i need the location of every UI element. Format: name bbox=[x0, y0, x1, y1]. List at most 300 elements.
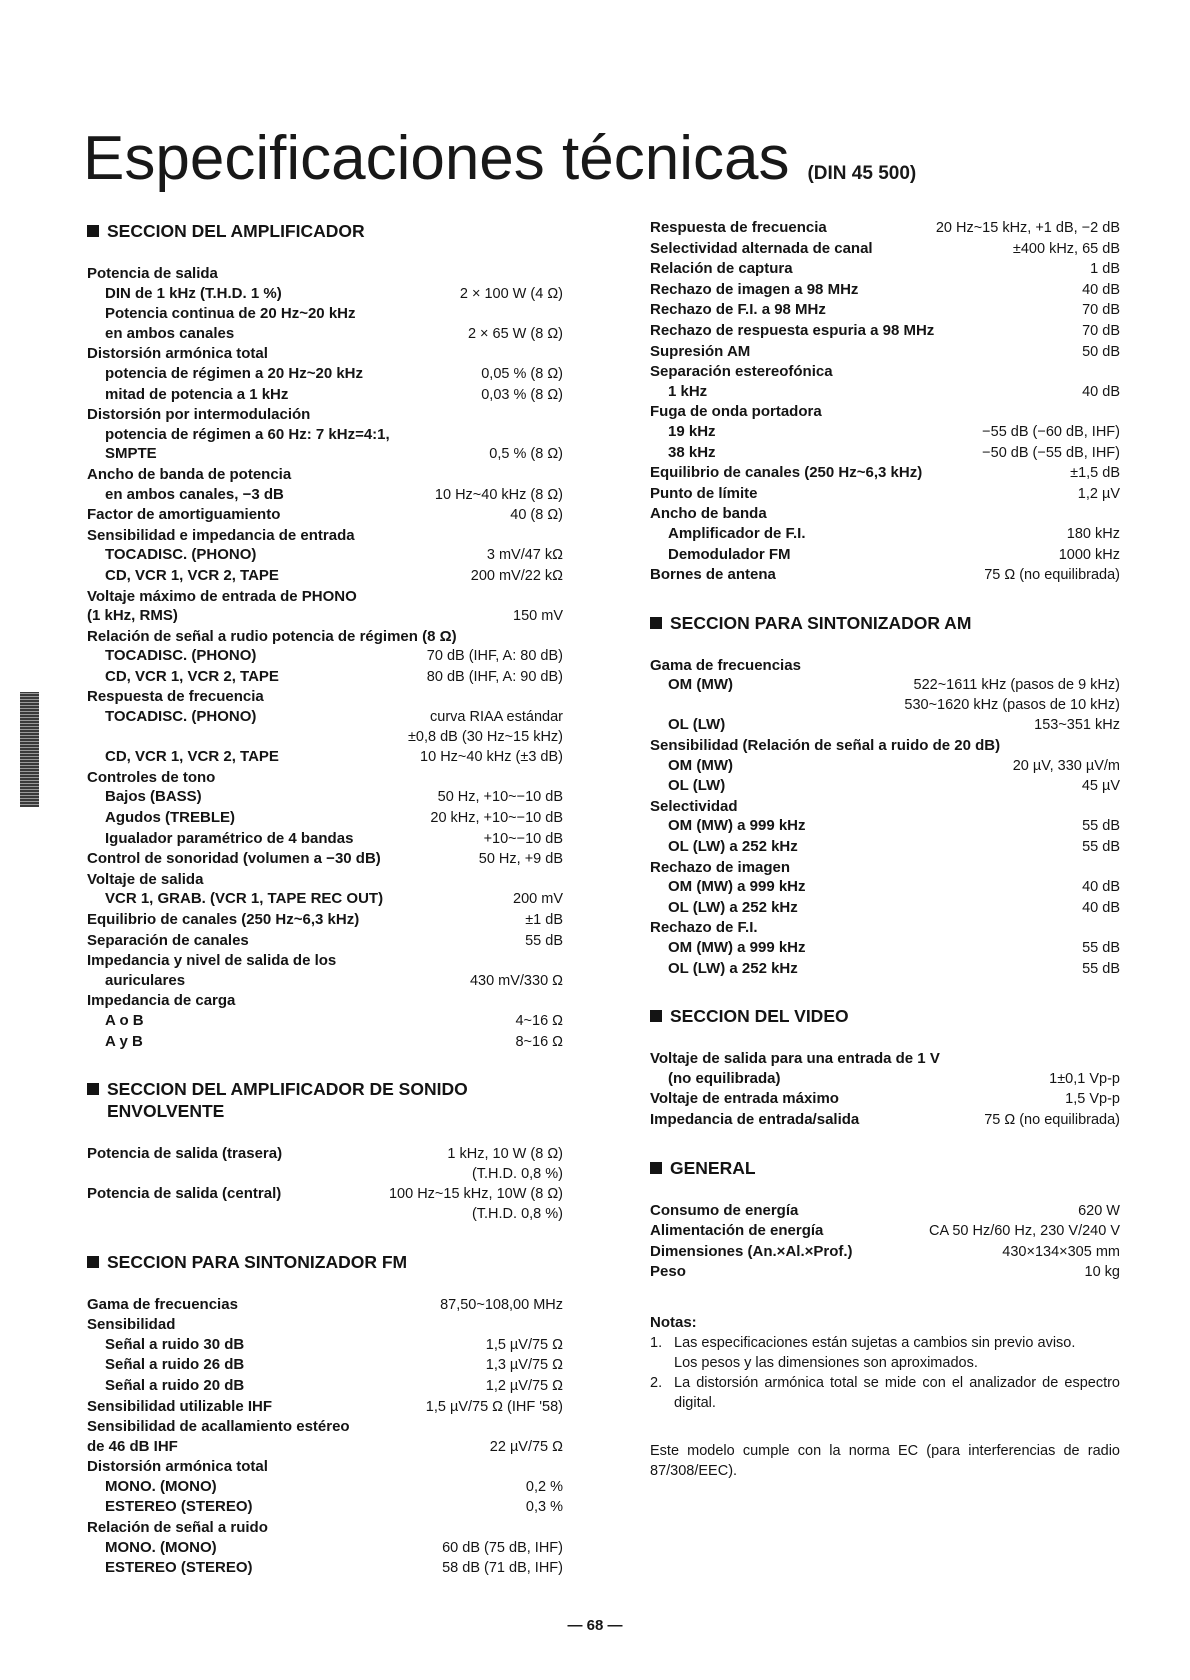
spec-label: OM (MW) bbox=[668, 756, 733, 774]
note-item bbox=[650, 1373, 1120, 1413]
note-subtext: Los pesos y las dimensiones son aproximados. bbox=[674, 1354, 978, 1371]
spec-value: 522~1611 kHz (pasos de 9 kHz) bbox=[913, 677, 1120, 694]
spec-row bbox=[87, 1184, 563, 1205]
spec-value: (T.H.D. 0,8 %) bbox=[471, 1165, 563, 1182]
spec-label: (no equilibrada) bbox=[668, 1069, 781, 1087]
section-title-text: SECCION DEL AMPLIFICADOR bbox=[107, 221, 365, 241]
spec-row bbox=[87, 1558, 563, 1579]
spec-value: 70 dB bbox=[1082, 302, 1120, 319]
spec-label: OL (LW) bbox=[668, 777, 726, 795]
spec-section-seccion-para-sintonizador-am bbox=[650, 612, 1120, 980]
spec-label: MONO. (MONO) bbox=[105, 1538, 217, 1556]
spec-value: 1,2 µV/75 Ω bbox=[485, 1377, 563, 1394]
spec-row bbox=[650, 402, 1120, 422]
spec-row bbox=[87, 829, 563, 850]
spec-label: OL (LW) a 252 kHz bbox=[668, 838, 798, 856]
spec-row bbox=[87, 505, 563, 526]
spec-row bbox=[87, 1011, 563, 1032]
spec-label: potencia de régimen a 20 Hz~20 kHz bbox=[105, 364, 364, 382]
spec-value: 10 Hz~40 kHz (8 Ω) bbox=[434, 486, 563, 503]
spec-row bbox=[87, 971, 563, 992]
spec-label: Rechazo de respuesta espuria a 98 MHz bbox=[650, 321, 935, 339]
spec-row bbox=[650, 321, 1120, 342]
spec-value: 70 dB (IHF, A: 80 dB) bbox=[426, 648, 563, 665]
spec-row bbox=[87, 1335, 563, 1356]
spec-label: OL (LW) bbox=[668, 716, 726, 734]
spec-row bbox=[87, 1518, 563, 1538]
spec-value: 50 Hz, +9 dB bbox=[478, 851, 563, 868]
spec-value: 60 dB (75 dB, IHF) bbox=[442, 1539, 563, 1556]
spec-label: Señal a ruido 20 dB bbox=[105, 1376, 245, 1394]
spec-row bbox=[87, 1538, 563, 1559]
spec-row bbox=[87, 910, 563, 931]
spec-label: OM (MW) a 999 kHz bbox=[668, 878, 806, 896]
spec-row bbox=[650, 816, 1120, 837]
spec-row bbox=[650, 776, 1120, 797]
spec-value: 55 dB bbox=[1082, 940, 1120, 956]
spec-label: Fuga de onda portadora bbox=[650, 403, 822, 421]
spec-value: 10 kg bbox=[1084, 1264, 1120, 1281]
spec-value: CA 50 Hz/60 Hz, 230 V/240 V bbox=[928, 1223, 1120, 1240]
spec-row bbox=[87, 1376, 563, 1397]
spec-label: Consumo de energía bbox=[650, 1201, 799, 1219]
spec-row bbox=[650, 675, 1120, 696]
spec-value: 75 Ω (no equilibrada) bbox=[984, 567, 1120, 584]
spec-row bbox=[650, 1049, 1120, 1069]
spec-value: 1,2 µV bbox=[1077, 485, 1120, 502]
spec-label: SMPTE bbox=[105, 445, 157, 463]
spec-label: Señal a ruido 26 dB bbox=[105, 1356, 245, 1374]
spec-label: Demodulador FM bbox=[668, 545, 791, 563]
spec-label: Separación de canales bbox=[87, 931, 249, 949]
spec-value: 2 × 65 W (8 Ω) bbox=[467, 325, 563, 342]
spec-row bbox=[87, 646, 563, 667]
spec-value: 153~351 kHz bbox=[1034, 717, 1120, 734]
spec-row bbox=[87, 1417, 563, 1437]
spec-row bbox=[650, 342, 1120, 363]
spec-row bbox=[87, 1437, 563, 1458]
spec-value: 70 dB bbox=[1082, 322, 1120, 339]
spec-row bbox=[87, 364, 563, 385]
spec-label: Distorsión por intermodulación bbox=[87, 406, 311, 424]
spec-label: 19 kHz bbox=[668, 422, 716, 440]
spec-row bbox=[87, 1477, 563, 1498]
spec-row bbox=[87, 707, 563, 728]
spec-row bbox=[650, 484, 1120, 505]
section-bullet-icon bbox=[87, 1256, 99, 1268]
spec-row bbox=[87, 951, 563, 971]
section-title bbox=[650, 1157, 1120, 1179]
spec-label: Amplificador de F.I. bbox=[668, 524, 806, 542]
spec-label: Gama de frecuencias bbox=[650, 656, 801, 674]
spec-label: Factor de amortiguamiento bbox=[87, 506, 281, 524]
spec-label: CD, VCR 1, VCR 2, TAPE bbox=[105, 566, 279, 584]
spec-value: −55 dB (−60 dB, IHF) bbox=[982, 423, 1120, 440]
spec-row bbox=[87, 1205, 563, 1225]
spec-value: 0,05 % (8 Ω) bbox=[481, 365, 563, 382]
spec-value: 3 mV/47 kΩ bbox=[486, 547, 563, 564]
spec-label: CD, VCR 1, VCR 2, TAPE bbox=[105, 667, 279, 685]
spec-label: Bornes de antena bbox=[650, 566, 776, 584]
notes-title: Notas: bbox=[650, 1313, 697, 1331]
section-title-text: SECCION DEL AMPLIFICADOR DE SONIDO ENVOLVENTE bbox=[107, 1079, 468, 1122]
spec-row bbox=[87, 405, 563, 425]
spec-value: 50 Hz, +10~−10 dB bbox=[437, 789, 563, 806]
spec-row bbox=[87, 444, 563, 465]
spec-label: Relación de señal a rudio potencia de régimen (8 Ω) bbox=[87, 627, 457, 645]
section-bullet-icon bbox=[650, 1010, 662, 1022]
spec-row bbox=[650, 565, 1120, 586]
section-bullet-icon bbox=[87, 1083, 99, 1095]
spec-label: potencia de régimen a 60 Hz: 7 kHz=4:1, bbox=[105, 425, 390, 443]
spec-label: Gama de frecuencias bbox=[87, 1295, 238, 1313]
spec-row bbox=[650, 362, 1120, 382]
spec-value: ±1 dB bbox=[525, 912, 563, 928]
note-number: 1. bbox=[650, 1334, 663, 1351]
note-text: La distorsión armónica total se mide con el analizador de espectro digital. bbox=[674, 1374, 1120, 1411]
spec-value: 1,3 µV/75 Ω bbox=[485, 1357, 563, 1374]
section-title-text: GENERAL bbox=[670, 1157, 756, 1178]
spec-row bbox=[650, 1089, 1120, 1110]
spec-label: VCR 1, GRAB. (VCR 1, TAPE REC OUT) bbox=[105, 890, 384, 908]
spec-row bbox=[650, 938, 1120, 959]
spec-label: Bajos (BASS) bbox=[105, 788, 202, 806]
spec-row bbox=[650, 504, 1120, 524]
spec-row bbox=[87, 768, 563, 788]
note-item bbox=[650, 1333, 1120, 1353]
spec-value: (T.H.D. 0,8 %) bbox=[471, 1205, 563, 1222]
spec-row bbox=[650, 898, 1120, 919]
spec-row bbox=[87, 587, 563, 607]
spec-section-fm-continued bbox=[650, 218, 1120, 586]
spec-row bbox=[650, 858, 1120, 878]
spec-label: Alimentación de energía bbox=[650, 1222, 824, 1240]
section-bullet-icon bbox=[650, 1162, 662, 1174]
spec-label: Impedancia de carga bbox=[87, 992, 236, 1010]
spec-label: Rechazo de imagen a 98 MHz bbox=[650, 280, 859, 298]
spec-value: 1000 kHz bbox=[1058, 546, 1120, 563]
spec-row bbox=[87, 849, 563, 870]
spec-value: 20 µV, 330 µV/m bbox=[1012, 757, 1120, 774]
spec-value: 1±0,1 Vp-p bbox=[1049, 1070, 1120, 1087]
spec-label: Distorsión armónica total bbox=[87, 345, 268, 363]
spec-row bbox=[650, 918, 1120, 938]
spec-row bbox=[87, 545, 563, 566]
spec-row bbox=[87, 787, 563, 808]
spec-label: Punto de límite bbox=[650, 484, 758, 502]
spec-value: 22 µV/75 Ω bbox=[489, 1438, 563, 1455]
spec-row bbox=[87, 526, 563, 546]
spec-label: en ambos canales, −3 dB bbox=[105, 485, 284, 503]
spec-value: 8~16 Ω bbox=[515, 1033, 563, 1050]
spec-label: Controles de tono bbox=[87, 768, 216, 786]
spec-value: 55 dB bbox=[1082, 818, 1120, 835]
spec-value: 40 dB bbox=[1082, 899, 1120, 916]
spec-row bbox=[87, 606, 563, 627]
spec-value: 40 (8 Ω) bbox=[510, 507, 563, 524]
spec-value: 530~1620 kHz (pasos de 10 kHz) bbox=[904, 696, 1120, 713]
spec-row bbox=[87, 667, 563, 688]
spec-value: 180 kHz bbox=[1066, 525, 1120, 542]
spec-label: Rechazo de F.I. a 98 MHz bbox=[650, 301, 826, 319]
spec-row bbox=[87, 1315, 563, 1335]
spec-value: 100 Hz~15 kHz, 10W (8 Ω) bbox=[388, 1186, 563, 1203]
spec-label: mitad de potencia a 1 kHz bbox=[105, 385, 289, 403]
spec-row bbox=[650, 959, 1120, 980]
spec-row bbox=[87, 1497, 563, 1518]
spec-value: ±0,8 dB (30 Hz~15 kHz) bbox=[407, 728, 563, 745]
note-text: Las especificaciones están sujetas a cambios sin previo aviso. bbox=[674, 1334, 1076, 1351]
spec-label: OL (LW) a 252 kHz bbox=[668, 898, 798, 916]
spec-label: 38 kHz bbox=[668, 443, 716, 461]
spec-label: Voltaje de salida bbox=[87, 870, 204, 888]
spec-label: Voltaje máximo de entrada de PHONO bbox=[87, 587, 357, 605]
spec-row bbox=[650, 736, 1120, 756]
spec-value: 58 dB (71 dB, IHF) bbox=[442, 1560, 563, 1577]
section-title-text: SECCION DEL VIDEO bbox=[670, 1006, 849, 1027]
spec-row bbox=[87, 465, 563, 485]
spec-row bbox=[650, 696, 1120, 716]
spec-row bbox=[650, 239, 1120, 260]
section-title bbox=[650, 612, 1120, 634]
spec-row bbox=[87, 425, 563, 445]
spec-row bbox=[87, 687, 563, 707]
spec-label: 1 kHz bbox=[668, 382, 708, 400]
spec-row bbox=[87, 1295, 563, 1316]
spec-label: Potencia de salida (central) bbox=[87, 1185, 282, 1203]
spec-label: Relación de señal a ruido bbox=[87, 1519, 268, 1537]
spec-label: Sensibilidad de acallamiento estéreo bbox=[87, 1418, 350, 1436]
section-title bbox=[87, 1251, 563, 1273]
spec-row bbox=[87, 385, 563, 406]
spec-value: 1,5 µV/75 Ω (IHF '58) bbox=[425, 1398, 563, 1415]
spec-label: Selectividad alternada de canal bbox=[650, 239, 873, 257]
spec-row bbox=[87, 627, 563, 647]
spec-label: auriculares bbox=[105, 971, 186, 989]
spec-label: (1 kHz, RMS) bbox=[87, 607, 178, 625]
spec-row bbox=[87, 1032, 563, 1053]
spec-row bbox=[87, 284, 563, 305]
spec-label: en ambos canales bbox=[105, 324, 235, 342]
spec-value: 45 µV bbox=[1081, 778, 1120, 795]
spec-value: 40 dB bbox=[1082, 879, 1120, 896]
spec-row bbox=[650, 443, 1120, 464]
spec-row bbox=[87, 485, 563, 506]
spec-label: Respuesta de frecuencia bbox=[650, 219, 827, 236]
spec-row bbox=[650, 1262, 1120, 1283]
spec-row bbox=[650, 1069, 1120, 1090]
spec-row bbox=[87, 728, 563, 748]
spec-value: 50 dB bbox=[1082, 343, 1120, 360]
spec-value: 430×134×305 mm bbox=[1002, 1243, 1120, 1260]
section-bullet-icon bbox=[650, 617, 662, 629]
right-column bbox=[650, 218, 1120, 1481]
spec-label: A o B bbox=[105, 1011, 144, 1029]
spec-label: Ancho de banda de potencia bbox=[87, 465, 292, 483]
spec-row bbox=[650, 1242, 1120, 1263]
spec-row bbox=[87, 747, 563, 768]
spec-row bbox=[650, 797, 1120, 817]
spec-label: Igualador paramétrico de 4 bandas bbox=[105, 829, 354, 847]
spec-value: 55 dB bbox=[1082, 960, 1120, 977]
spec-row bbox=[650, 1110, 1120, 1131]
title-standard: (DIN 45 500) bbox=[807, 163, 917, 184]
spec-section-seccion-para-sintonizador-fm bbox=[87, 1251, 563, 1579]
spec-label: Voltaje de salida para una entrada de 1 V bbox=[650, 1050, 940, 1068]
spec-section-seccion-del-video bbox=[650, 1005, 1120, 1130]
spec-label: Potencia continua de 20 Hz~20 kHz bbox=[105, 305, 356, 323]
spec-label: Supresión AM bbox=[650, 342, 751, 360]
spec-label: Sensibilidad e impedancia de entrada bbox=[87, 526, 355, 544]
spec-label: Equilibrio de canales (250 Hz~6,3 kHz) bbox=[650, 464, 923, 482]
spec-label: OM (MW) a 999 kHz bbox=[668, 817, 806, 835]
page-title bbox=[83, 124, 917, 193]
spec-label: ESTEREO (STEREO) bbox=[105, 1559, 253, 1577]
title-main: Especificaciones técnicas bbox=[83, 124, 790, 193]
spec-row bbox=[87, 1165, 563, 1185]
spec-section-seccion-del-amplificador bbox=[87, 220, 563, 1052]
spec-label: Potencia de salida (trasera) bbox=[87, 1145, 283, 1163]
spec-value: 55 dB bbox=[1082, 839, 1120, 856]
spec-value: 10 Hz~40 kHz (±3 dB) bbox=[420, 749, 563, 766]
spec-row bbox=[87, 1144, 563, 1165]
compliance-text: Este modelo cumple con la norma EC (para interferencias de radio 87/308/EEC). bbox=[650, 1442, 1120, 1479]
spec-row bbox=[650, 756, 1120, 777]
spec-value: 1,5 µV/75 Ω bbox=[485, 1336, 563, 1353]
spec-row bbox=[650, 877, 1120, 898]
section-title-text: SECCION PARA SINTONIZADOR FM bbox=[107, 1251, 408, 1272]
spec-value: 0,5 % (8 Ω) bbox=[489, 446, 563, 463]
spec-row bbox=[650, 382, 1120, 403]
spec-label: A y B bbox=[105, 1032, 143, 1050]
spec-label: Respuesta de frecuencia bbox=[87, 688, 264, 706]
spec-label: Sensibilidad bbox=[87, 1316, 176, 1334]
spec-row bbox=[650, 656, 1120, 676]
spec-row bbox=[650, 300, 1120, 321]
spec-value: 75 Ω (no equilibrada) bbox=[984, 1111, 1120, 1128]
right-sections bbox=[650, 218, 1120, 1283]
spec-row bbox=[650, 1201, 1120, 1222]
spec-label: Rechazo de F.I. bbox=[650, 919, 758, 937]
spec-label: Dimensiones (An.×Al.×Prof.) bbox=[650, 1242, 853, 1260]
spec-row bbox=[87, 1355, 563, 1376]
page-number: — 68 — bbox=[567, 1617, 623, 1634]
spec-value: ±1,5 dB bbox=[1070, 465, 1120, 482]
spec-label: Ancho de banda bbox=[650, 505, 767, 523]
spec-row bbox=[87, 566, 563, 587]
spec-value: 200 mV/22 kΩ bbox=[470, 567, 563, 584]
spec-label: Separación estereofónica bbox=[650, 363, 833, 381]
spec-value: 20 kHz, +10~−10 dB bbox=[430, 810, 563, 827]
spec-label: OM (MW) bbox=[668, 676, 733, 694]
spec-value: 1 kHz, 10 W (8 Ω) bbox=[447, 1146, 563, 1163]
spec-label: TOCADISC. (PHONO) bbox=[105, 546, 257, 564]
spec-row bbox=[650, 837, 1120, 858]
section-title bbox=[87, 220, 563, 242]
spec-value: 0,3 % bbox=[525, 1499, 563, 1516]
spec-label: TOCADISC. (PHONO) bbox=[105, 708, 257, 726]
spec-row bbox=[650, 218, 1120, 239]
spec-label: Rechazo de imagen bbox=[650, 858, 791, 876]
spec-row bbox=[650, 463, 1120, 484]
spec-label: Impedancia de entrada/salida bbox=[650, 1110, 860, 1128]
spec-label: Selectividad bbox=[650, 797, 738, 815]
spec-row bbox=[87, 344, 563, 364]
spec-value: −50 dB (−55 dB, IHF) bbox=[982, 444, 1120, 461]
spec-section-seccion-del-amplificador-de-sonido-envol bbox=[87, 1078, 563, 1224]
spec-label: Sensibilidad utilizable IHF bbox=[87, 1397, 273, 1415]
spec-row bbox=[650, 259, 1120, 280]
spec-label: TOCADISC. (PHONO) bbox=[105, 647, 257, 665]
note-number: 2. bbox=[650, 1374, 663, 1391]
spec-row bbox=[650, 1221, 1120, 1242]
section-title bbox=[650, 1005, 1120, 1027]
spec-value: 200 mV bbox=[513, 891, 563, 908]
section-title bbox=[87, 1078, 563, 1122]
spec-value: 40 dB bbox=[1082, 281, 1120, 298]
spec-value: 1 dB bbox=[1090, 261, 1120, 278]
spec-value: 0,03 % (8 Ω) bbox=[481, 386, 563, 403]
spec-row bbox=[87, 870, 563, 890]
spec-section-general bbox=[650, 1157, 1120, 1283]
spec-row bbox=[87, 808, 563, 829]
spec-value: 87,50~108,00 MHz bbox=[440, 1296, 563, 1313]
spec-value: 20 Hz~15 kHz, +1 dB, −2 dB bbox=[935, 220, 1120, 236]
section-bullet-icon bbox=[87, 225, 99, 237]
spec-label: Potencia de salida bbox=[87, 265, 218, 282]
spec-value: +10~−10 dB bbox=[483, 830, 563, 847]
section-index-tab bbox=[20, 692, 39, 807]
spec-label: Equilibrio de canales (250 Hz~6,3 kHz) bbox=[87, 911, 360, 928]
spec-label: DIN de 1 kHz (T.H.D. 1 %) bbox=[105, 284, 282, 302]
section-title-text: SECCION PARA SINTONIZADOR AM bbox=[670, 612, 972, 633]
spec-label: OM (MW) a 999 kHz bbox=[668, 939, 806, 956]
spec-row bbox=[87, 264, 563, 284]
spec-row bbox=[87, 1397, 563, 1418]
spec-row bbox=[650, 715, 1120, 736]
spec-value: 0,2 % bbox=[525, 1478, 563, 1495]
spec-label: Agudos (TREBLE) bbox=[105, 809, 235, 827]
spec-label: Sensibilidad (Relación de señal a ruido de 20 dB) bbox=[650, 737, 1001, 755]
spec-value: 1,5 Vp-p bbox=[1065, 1091, 1120, 1108]
spec-label: OL (LW) a 252 kHz bbox=[668, 959, 798, 977]
spec-value: 4~16 Ω bbox=[515, 1012, 563, 1029]
spec-value: 55 dB bbox=[525, 932, 563, 949]
spec-value: curva RIAA estándar bbox=[430, 709, 563, 726]
spec-label: Voltaje de entrada máximo bbox=[650, 1090, 839, 1108]
spec-value: 430 mV/330 Ω bbox=[469, 972, 563, 989]
notes-block bbox=[650, 1313, 1120, 1481]
spec-label: Señal a ruido 30 dB bbox=[105, 1335, 245, 1353]
spec-label: Peso bbox=[650, 1263, 686, 1281]
spec-value: 150 mV bbox=[513, 608, 563, 625]
spec-label: ESTEREO (STEREO) bbox=[105, 1498, 253, 1516]
spec-label: Impedancia y nivel de salida de los bbox=[87, 952, 337, 970]
spec-label: MONO. (MONO) bbox=[105, 1477, 217, 1495]
spec-value: ±400 kHz, 65 dB bbox=[1012, 240, 1120, 257]
spec-row bbox=[87, 931, 563, 952]
spec-row bbox=[87, 991, 563, 1011]
spec-label: CD, VCR 1, VCR 2, TAPE bbox=[105, 748, 279, 766]
spec-row bbox=[87, 324, 563, 345]
left-column bbox=[87, 220, 563, 1605]
spec-label: Relación de captura bbox=[650, 260, 793, 278]
spec-label: de 46 dB IHF bbox=[87, 1437, 178, 1455]
spec-row bbox=[650, 280, 1120, 301]
spec-label: Control de sonoridad (volumen a −30 dB) bbox=[87, 850, 381, 868]
spec-row bbox=[87, 1457, 563, 1477]
spec-row bbox=[650, 422, 1120, 443]
